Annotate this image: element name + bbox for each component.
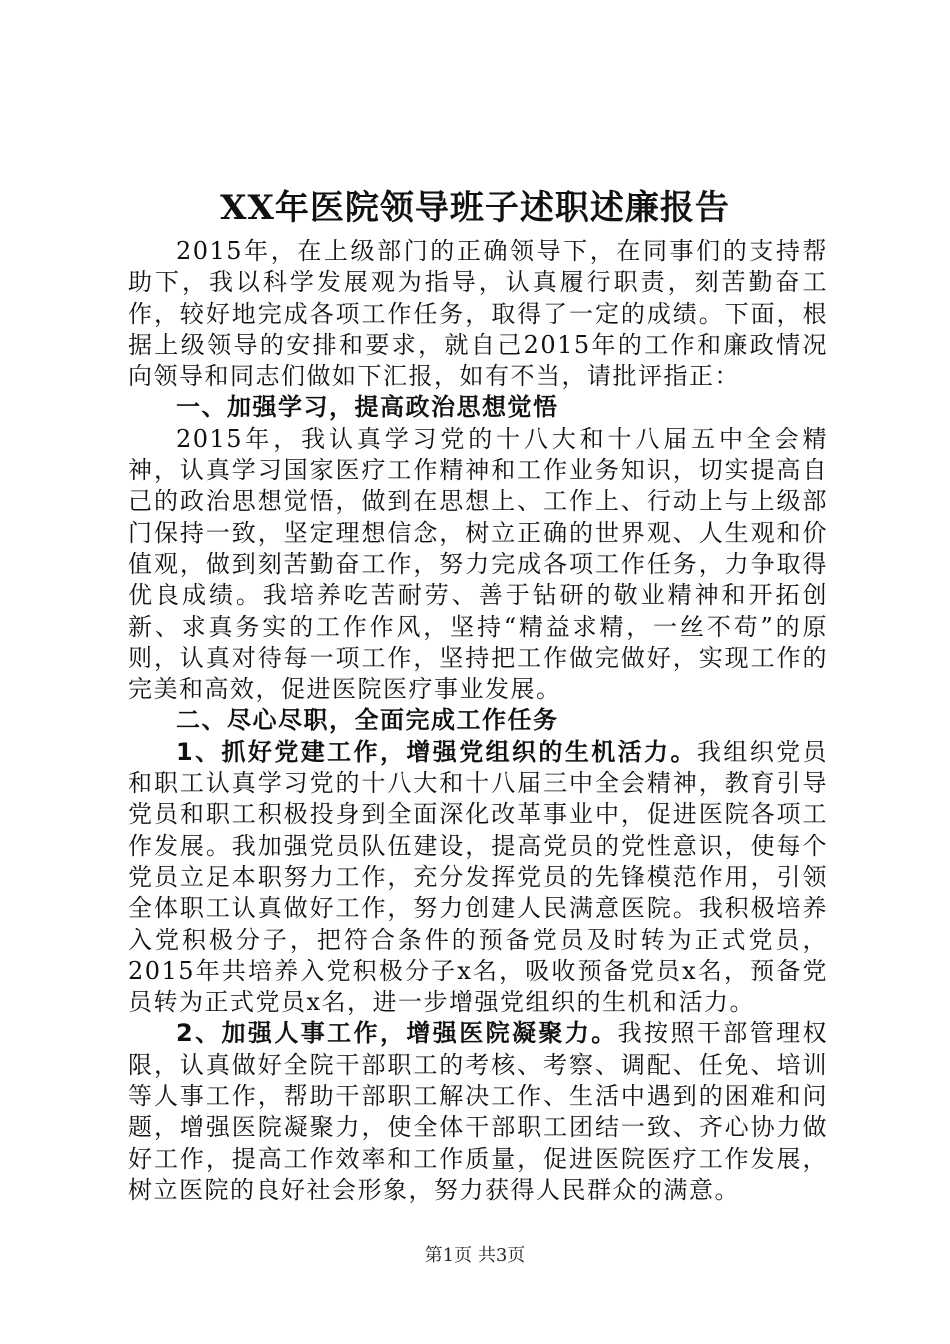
section-2-item-1-paragraph [128,737,828,1019]
document-title: XX年医院领导班子述职述廉报告 [220,188,730,228]
item-2-lead: 2、加强人事工作，增强医院凝聚力。 [176,1019,618,1048]
section-2-heading: 二、尽心尽职，全面完成工作任务 [176,706,559,735]
intro-paragraph: 2015年，在上级部门的正确领导下，在同事们的支持帮助下，我以科学发展观为指导，认真履行职责，刻苦勤奋工作，较好地完成各项工作任务，取得了一定的成绩。下面，根据上级领导的安排和要求，就自己2015年的工作和廉政情况向领导和同志们做如下汇报，如有不当，请批评指正： [128,237,828,391]
document-body [128,236,828,1206]
section-1-heading: 一、加强学习，提高政治思想觉悟 [176,393,559,422]
section-1-paragraph: 2015年，我认真学习党的十八大和十八届五中全会精神，认真学习国家医疗工作精神和工作业务知识，切实提高自己的政治思想觉悟，做到在思想上、工作上、行动上与上级部门保持一致，坚定理想信念，树立正确的世界观、人生观和价值观，做到刻苦勤奋工作，努力完成各项工作任务，力争取得优良成绩。我培养吃苦耐劳、善于钻研的敬业精神和开拓创新、求真务实的工作作风，坚持“精益求精，一丝不苟”的原则，认真对待每一项工作，坚持把工作做完做好，实现工作的完美和高效，促进医院医疗事业发展。 [128,424,828,704]
item-2-text: 我按照干部管理权限，认真做好全院干部职工的考核、考察、调配、任免、培训等人事工作，帮助干部职工解决工作、生活中遇到的困难和问题，增强医院凝聚力，使全体干部职工团结一致、齐心协力做好工作，提高工作效率和工作质量，促进医院医疗工作发展，树立医院的良好社会形象，努力获得人民群众的满意。 [128,1019,828,1204]
page-footer: 第1页 共3页 [424,1245,526,1266]
section-2-item-2-paragraph [128,1018,828,1206]
item-1-lead: 1、抓好党建工作，增强党组织的生机活力。 [176,737,697,766]
item-1-text: 我组织党员和职工认真学习党的十八大和十八届三中全会精神，教育引导党员和职工积极投身到全面深化改革事业中，促进医院各项工作发展。我加强党员队伍建设，提高党员的党性意识，使每个党员立足本职努力工作，充分发挥党员的先锋模范作用，引领全体职工认真做好工作，努力创建人民满意医院。我积极培养入党积极分子，把符合条件的预备党员及时转为正式党员，2015年共培养入党积极分子x名，吸收预备党员x名，预备党员转为正式党员x名，进一步增强党组织的生机和活力。 [128,737,829,1017]
